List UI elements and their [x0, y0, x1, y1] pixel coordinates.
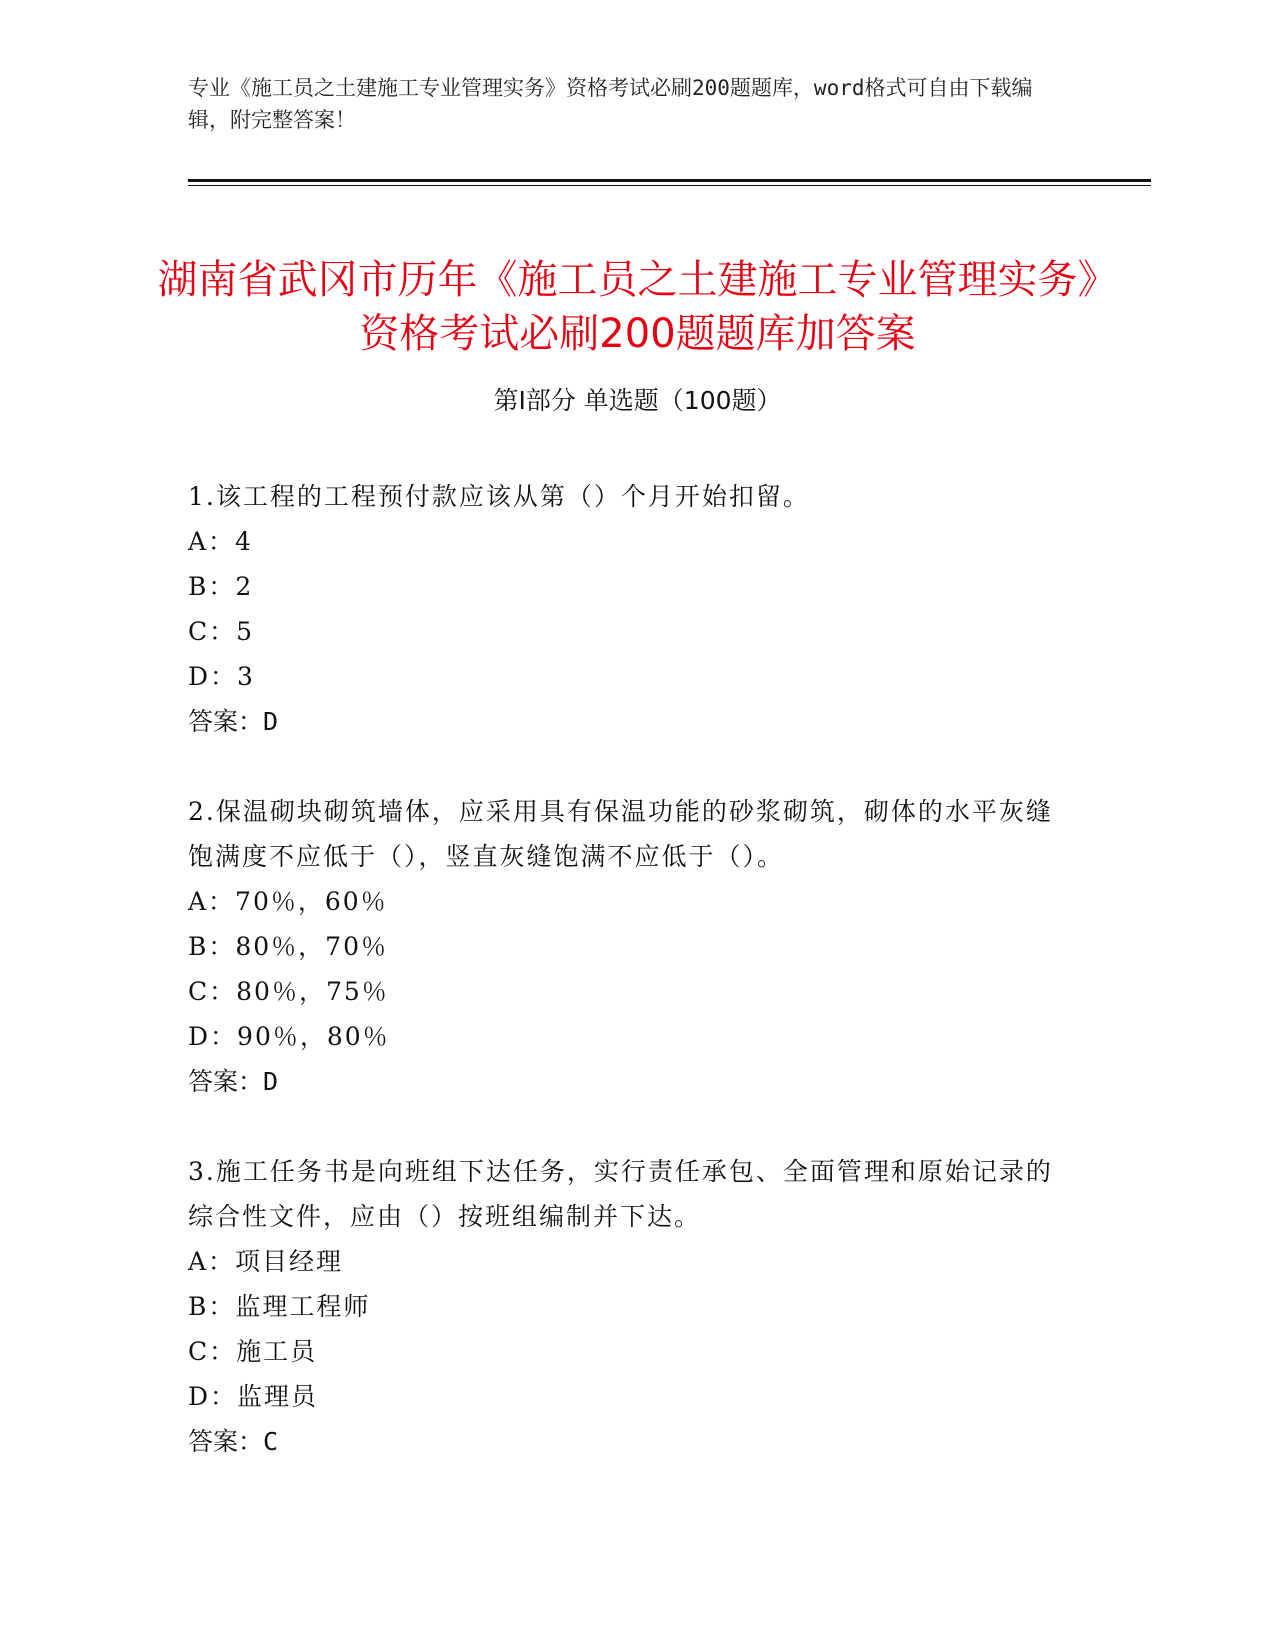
option-b: B：监理工程师 — [188, 1292, 371, 1321]
option-c: C：5 — [188, 617, 255, 646]
option-a: A：70％，60％ — [188, 887, 388, 916]
option-c: C：80％，75％ — [188, 977, 389, 1006]
option-b: B：80％，70％ — [188, 932, 388, 961]
question-2 — [188, 789, 1068, 1104]
header-divider-thin — [188, 185, 1151, 186]
option-a: A：4 — [188, 527, 253, 556]
answer: 答案：D — [188, 707, 279, 736]
section-title: 第Ⅰ部分 单选题（100题） — [493, 386, 782, 415]
option-d: D：监理员 — [188, 1382, 319, 1411]
document-title: 湖南省武冈市历年《施工员之土建施工专业管理实务》资格考试必刷200题题库加答案 — [157, 256, 1118, 357]
option-d: D：90％，80％ — [188, 1022, 390, 1051]
question-stem: 3.施工任务书是向班组下达任务，实行责任承包、全面管理和原始记录的综合性文件，应由（）按班组编制并下达。 — [188, 1157, 1053, 1231]
question-1 — [188, 474, 1068, 744]
answer: 答案：C — [188, 1427, 279, 1456]
question-3 — [188, 1149, 1068, 1464]
question-stem: 1.该工程的工程预付款应该从第（）个月开始扣留。 — [188, 482, 810, 511]
answer: 答案：D — [188, 1067, 279, 1096]
option-a: A：项目经理 — [188, 1247, 344, 1276]
option-d: D：3 — [188, 662, 255, 691]
option-b: B：2 — [188, 572, 254, 601]
header-divider-thick — [188, 179, 1151, 182]
question-list — [188, 474, 1068, 1509]
option-c: C：施工员 — [188, 1337, 318, 1366]
header-note: 专业《施工员之土建施工专业管理实务》资格考试必刷200题题库，word格式可自由下载编辑，附完整答案！ — [188, 76, 1033, 132]
question-stem: 2.保温砌块砌筑墙体，应采用具有保温功能的砂浆砌筑，砌体的水平灰缝饱满度不应低于（），竖直灰缝饱满不应低于（）。 — [188, 797, 1053, 871]
